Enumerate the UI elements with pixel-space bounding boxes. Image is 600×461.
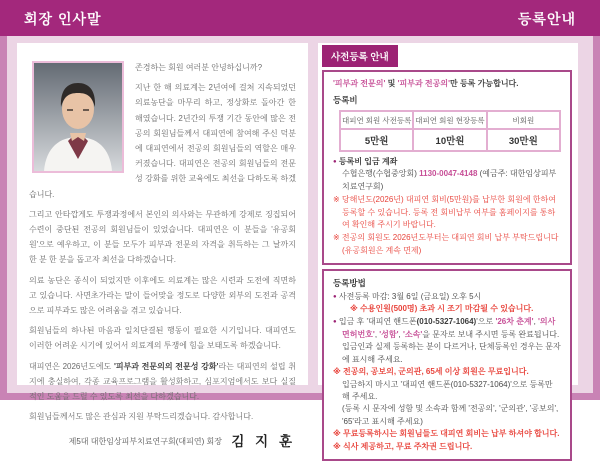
free-sub-note-1: 입금하지 마시고 '대피연 핸드폰(010-5327-1064)'으로 등록만 해 주세요.: [342, 379, 553, 401]
sms-rest: 을 문자로 보내 주시면 등록 완료됩니다.: [422, 329, 560, 339]
sms-registration-line: [333, 316, 561, 341]
highlighted-phrase: '피부과 전문의의 전문성 강화': [113, 361, 219, 371]
left-page-title: 회장 인사말: [24, 11, 102, 27]
greeting-paragraph-2: 지난 한 해 의료계는 2년여에 걸쳐 지속되었던 의료농단을 마무리 하고, 정상화로 돌아간 한 해였습니다. 2년간의 투쟁 기간 동안에 많은 전공의 회원님들께서 대피연에 참여해 주신 덕분에 대피연에서 전공의 회원님들의 역할은 매우 커졌습니다. 대피연은 전공의 회원님들의 전문성 강화를 위한 교육에도 최선을 다하도록 하겠습니다.: [29, 83, 296, 199]
fee-info-box: [322, 70, 572, 265]
fee-table-value: 5만원: [340, 129, 413, 151]
greeting-page: [17, 43, 308, 450]
greeting-paragraph-5: 회원님들의 하나된 마음과 일치단결된 행동이 필요한 시기입니다. 대피연도 이러한 어려운 시기에 있어서 의료계의 투쟁에 힘을 보태도록 하겠습니다.: [29, 326, 296, 351]
bullet-dot-icon: ●: [333, 293, 337, 300]
capacity-note: ※ 수용인원(500명) 초과 시 조기 마감될 수 있습니다.: [350, 304, 534, 314]
greeting-paragraph-7: 회원님들께서도 많은 관심과 지원 부탁드리겠습니다. 감사합니다.: [29, 412, 254, 422]
method-heading: 등록방법: [333, 278, 366, 289]
method-box: [322, 269, 572, 461]
free-sub-note-2: (등록 시 문자에 성함 및 소속과 함께 '전공의', '군의관', '공보의', '65'라고 표시해 주세요): [342, 404, 559, 426]
fee-table-value: 30만원: [487, 129, 560, 151]
account-line: [342, 168, 561, 193]
account-number: 1130-0047-4148: [419, 169, 478, 179]
phone-number: (010-5327-1064): [416, 317, 477, 327]
page-header: [0, 0, 600, 36]
deadline-text: 사전등록 마감: 3월 6일 (금요일) 오후 5시: [338, 291, 482, 301]
fee-required-note: ※ 무료등록하시는 회원님들도 대피연 회비는 납부 하셔야 합니다.: [333, 429, 560, 439]
free-registration-note: ※ 전공의, 공보의, 군의관, 65세 이상 회원은 무료입니다.: [333, 367, 529, 377]
account-label-line: [333, 156, 561, 168]
sms-mid: '으로: [476, 317, 496, 327]
sms-tag-affiliation: '소속': [403, 329, 423, 339]
eligibility-line: [333, 78, 561, 90]
paragraph-text: 대피연은 2026년도에도: [29, 361, 114, 371]
eligibility-rest: 만 등록 가능합니다.: [450, 79, 519, 88]
meal-parking-note: ※ 식사 제공하고, 무료 주차권 드립니다.: [333, 441, 473, 451]
bank-name: 수협은행(수협중앙회): [342, 169, 420, 179]
resident-fee-note: ※ 전공의 회원도 2026년도부터는 대피연 회비 납부 부탁드립니다(유공회원은 계속 면제): [333, 233, 559, 255]
greeting-paragraph-6: [29, 359, 296, 405]
signature: [29, 430, 296, 451]
fee-table-header: 대피연 회원 현장등록: [413, 111, 486, 129]
account-label: 등록비 입금 계좌: [338, 156, 398, 166]
fee-table-header: 비회원: [487, 111, 560, 129]
fee-table-header: 대피연 회원 사전등록: [340, 111, 413, 129]
sms-tag-name: '성함': [379, 329, 399, 339]
signature-organization: 제5대 대한임상피부치료연구회(대피연) 회장: [68, 437, 222, 447]
eligibility-join: 및: [385, 79, 398, 88]
portrait-illustration: [34, 63, 122, 171]
chairman-photo: [32, 61, 124, 173]
signature-name: 김 지 훈: [231, 434, 292, 450]
comma: ,: [398, 329, 403, 339]
comma: ,: [533, 317, 539, 327]
eligibility-specialist: '피부과 전문의': [333, 79, 386, 88]
greeting-paragraph-3: 그리고 안타깝게도 투쟁과정에서 본인의 의사와는 무관하게 강제로 징집되어 수련이 중단된 전공의 회원님들이 있었습니다. 대피연은 이 분들을 '유공회원'으로 예우하고, 이 분들 모두가 피부과 전문의 자격을 취득하는 그 날까지 한 분 한 분을 돕고자 최선을 다하겠습니다.: [29, 209, 296, 265]
account-holder: (예금주: 대한임상피부치료연구회): [342, 169, 557, 191]
membership-fee-note: ※ 당해년도(2026년) 대피연 회비(5만원)를 납부한 회원에 한하여 등록할 수 있습니다. 등록 전 회비납부 여부를 홈페이지를 통하여 확인해 주시기 바랍니다.: [333, 195, 556, 229]
registration-page: [318, 43, 578, 451]
sms-tag-license: '의사면허번호': [342, 317, 556, 339]
greeting-paragraph-4: 의료 농단은 종식이 되었지만 이후에도 의료계는 많은 시련과 도전에 직면하고 있습니다. 사면초가라는 말이 들어맞을 정도로 다양한 외부의 도전과 공격으로 피부과도 많은 어려움을 겪고 있습니다.: [29, 275, 296, 316]
eligibility-resident: '피부과 전공의': [397, 79, 450, 88]
paragraph-text: 라는 대피연의 설립 취지에 충실하여, 각종 교육프로그램을 활성화하고, 심포지엄에서도 보다 실질적인 도움을 드릴 수 있도록 최선을 다하겠습니다.: [29, 361, 296, 402]
sms-extra-note: 입금인과 실제 등록하는 분이 다르거나, 단체등록인 경우는 문자에 표시해 주세요.: [342, 342, 561, 364]
bullet-dot-icon: ●: [333, 319, 337, 326]
sms-pre: 입금 후 '대피연 핸드폰: [338, 317, 417, 327]
sms-tag-conference: '26차 춘계': [495, 317, 534, 327]
greeting-paragraph-1: 존경하는 회원 여러분 안녕하십니까?: [135, 63, 263, 72]
comma: ,: [374, 329, 380, 339]
fee-table-value: 10만원: [413, 129, 486, 151]
bullet-dot-icon: ●: [333, 158, 337, 165]
right-page-title: 등록안내: [517, 11, 576, 27]
pre-registration-badge: 사전등록 안내: [322, 45, 398, 67]
fee-label: 등록비: [333, 95, 358, 106]
deadline-line: [333, 291, 561, 303]
fee-table: [339, 110, 561, 152]
